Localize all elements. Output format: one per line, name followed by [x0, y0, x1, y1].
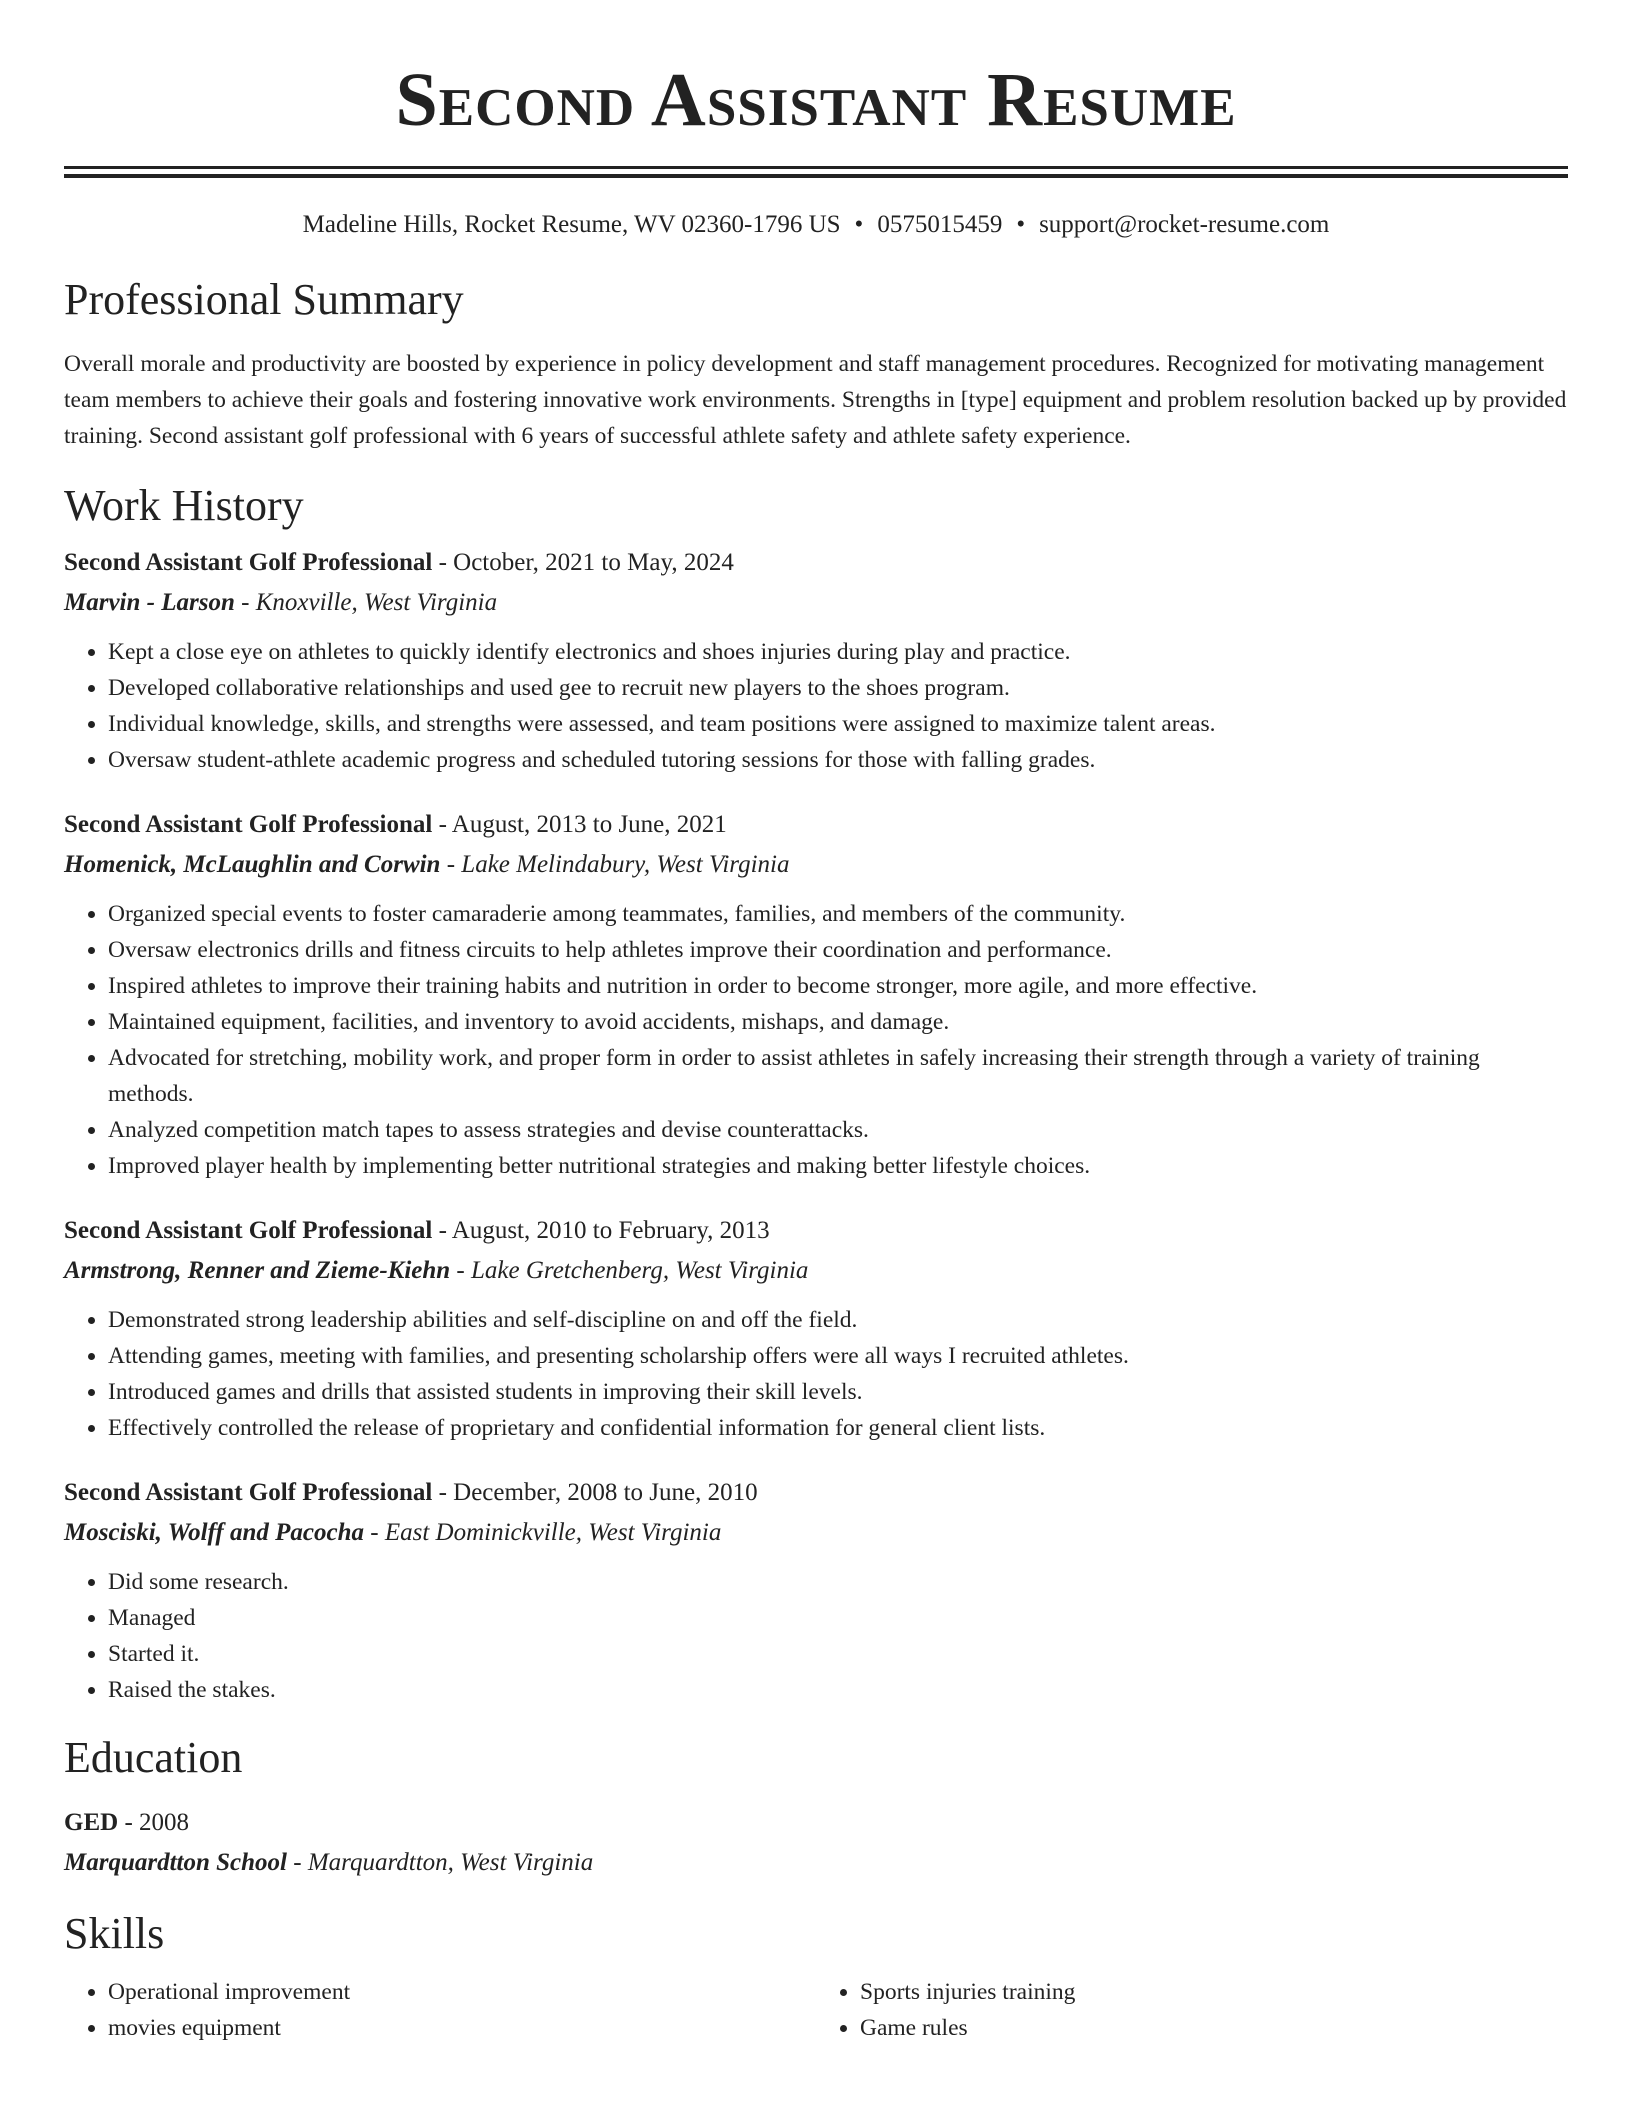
job-dates: - October, 2021 to May, 2024 — [432, 549, 734, 576]
list-item: • Operational improvement — [108, 1974, 816, 2010]
education-location: - Marquardtton, West Virginia — [287, 1849, 594, 1876]
job-location: - Lake Melindabury, West Virginia — [440, 851, 790, 878]
job-entry — [64, 1216, 1568, 1446]
list-item: • Sports injuries training — [860, 1974, 1568, 2010]
job-company: Armstrong, Renner and Zieme-Kiehn — [64, 1257, 451, 1284]
skills-column-right — [816, 1974, 1568, 2046]
list-item: • Oversaw electronics drills and fitness circuits to help athletes improve their coordination and performance. — [108, 932, 1568, 968]
list-item: • Effectively controlled the release of proprietary and confidential information for general client lists. — [108, 1410, 1568, 1446]
education-degree-line — [64, 1808, 1568, 1838]
job-title: Second Assistant Golf Professional — [64, 1479, 433, 1506]
contact-phone: 0575015459 — [877, 211, 1003, 238]
contact-separator: • — [1016, 211, 1026, 238]
list-item: • Attending games, meeting with families, and presenting scholarship offers were all ways I recruited athletes. — [108, 1338, 1568, 1374]
education-entry — [64, 1808, 1568, 1878]
job-entry — [64, 1478, 1568, 1708]
title-double-rule — [64, 166, 1568, 178]
job-location: - Lake Gretchenberg, West Virginia — [450, 1257, 809, 1284]
list-item: • Advocated for stretching, mobility work, and proper form in order to assist athletes in safely increasing their strength through a variety of training methods. — [108, 1040, 1568, 1112]
job-title: Second Assistant Golf Professional — [64, 549, 433, 576]
job-title: Second Assistant Golf Professional — [64, 811, 433, 838]
list-item: • Did some research. — [108, 1564, 1568, 1600]
skills-list — [64, 1958, 1568, 2046]
job-title-line — [64, 1216, 1568, 1246]
list-item: • Developed collaborative relationships and used gee to recruit new players to the shoes program. — [108, 670, 1568, 706]
list-item: • Analyzed competition match tapes to assess strategies and devise counterattacks. — [108, 1112, 1568, 1148]
list-item: • Introduced games and drills that assisted students in improving their skill levels. — [108, 1374, 1568, 1410]
work-history-heading: Work History — [64, 481, 304, 530]
job-location: - Knoxville, West Virginia — [234, 589, 498, 616]
contact-email: support@rocket-resume.com — [1039, 211, 1330, 238]
list-item: • Demonstrated strong leadership abilities and self-discipline on and off the field. — [108, 1302, 1568, 1338]
skills-heading: Skills — [64, 1909, 165, 1958]
job-bullets — [64, 896, 1568, 1184]
list-item: • Maintained equipment, facilities, and inventory to avoid accidents, mishaps, and damage. — [108, 1004, 1568, 1040]
summary-text: Overall morale and productivity are boosted by experience in policy development and staff management procedures. Recognized for motivating management team members to achieve their goals and fostering innovative work environments. Strengths in [type] equipment and problem resolution backed up by provided training. Second assistant golf professional with 6 years of successful athlete safety and athlete safety experience. — [64, 351, 1567, 449]
job-title-line — [64, 810, 1568, 840]
job-company-line — [64, 850, 1568, 880]
contact-line — [64, 210, 1568, 240]
education-year: - 2008 — [118, 1809, 190, 1836]
job-company: Marvin - Larson — [64, 589, 235, 616]
list-item: • Individual knowledge, skills, and strengths were assessed, and team positions were assigned to maximize talent areas. — [108, 706, 1568, 742]
list-item: • movies equipment — [108, 2010, 816, 2046]
job-company-line — [64, 588, 1568, 618]
job-company: Homenick, McLaughlin and Corwin — [64, 851, 441, 878]
education-heading: Education — [64, 1733, 243, 1782]
job-dates: - December, 2008 to June, 2010 — [432, 1479, 758, 1506]
contact-separator: • — [854, 211, 864, 238]
job-company-line — [64, 1256, 1568, 1286]
job-title-line — [64, 1478, 1568, 1508]
job-entry — [64, 548, 1568, 778]
job-title: Second Assistant Golf Professional — [64, 1217, 433, 1244]
resume-title: Second Assistant Resume — [395, 58, 1237, 142]
list-item: • Oversaw student-athlete academic progress and scheduled tutoring sessions for those with falling grades. — [108, 742, 1568, 778]
contact-address: Madeline Hills, Rocket Resume, WV 02360-1796 US — [302, 211, 841, 238]
list-item: • Improved player health by implementing better nutritional strategies and making better lifestyle choices. — [108, 1148, 1568, 1184]
job-dates: - August, 2013 to June, 2021 — [432, 811, 727, 838]
summary-heading: Professional Summary — [64, 275, 464, 324]
job-company-line — [64, 1518, 1568, 1548]
list-item: • Inspired athletes to improve their training habits and nutrition in order to become stronger, more agile, and more effective. — [108, 968, 1568, 1004]
skills-column-left — [64, 1974, 816, 2046]
list-item: • Raised the stakes. — [108, 1672, 1568, 1708]
job-bullets — [64, 634, 1568, 778]
list-item: • Started it. — [108, 1636, 1568, 1672]
education-degree: GED — [64, 1809, 119, 1836]
education-school-line — [64, 1848, 1568, 1878]
education-school: Marquardtton School — [64, 1849, 287, 1876]
list-item: • Organized special events to foster camaraderie among teammates, families, and members of the community. — [108, 896, 1568, 932]
list-item: • Game rules — [860, 2010, 1568, 2046]
job-bullets — [64, 1564, 1568, 1708]
list-item: • Managed — [108, 1600, 1568, 1636]
job-title-line — [64, 548, 1568, 578]
job-dates: - August, 2010 to February, 2013 — [432, 1217, 770, 1244]
job-location: - East Dominickville, West Virginia — [364, 1519, 722, 1546]
job-company: Mosciski, Wolff and Pacocha — [64, 1519, 365, 1546]
job-entry — [64, 810, 1568, 1184]
job-bullets — [64, 1302, 1568, 1446]
list-item: • Kept a close eye on athletes to quickly identify electronics and shoes injuries during play and practice. — [108, 634, 1568, 670]
